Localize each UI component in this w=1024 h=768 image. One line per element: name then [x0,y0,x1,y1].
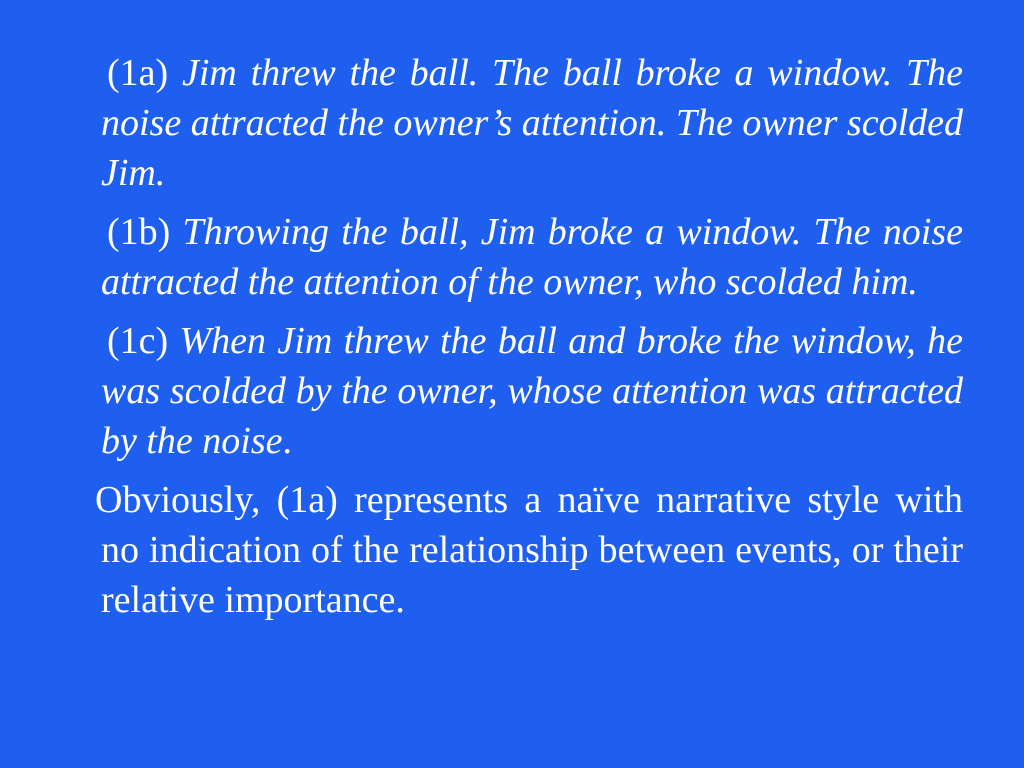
slide-body [95,48,963,634]
conclusion-paragraph: Obviously, (1a) represents a naïve narrative style with no indication of the relationship between events, or their relative importance. [95,479,963,621]
example-1b [101,207,963,307]
example-tail: . [282,420,293,462]
example-text: Jim threw the ball. The ball broke a window. The noise attracted the owner’s attention. The owner scolded Jim. [101,52,963,194]
example-text: Throwing the ball, Jim broke a window. The noise attracted the attention of the owner, who scolded him. [101,211,963,303]
example-1c [101,316,963,466]
example-label: (1b) [107,211,171,253]
example-1a [101,48,963,198]
example-label: (1c) [107,320,169,362]
example-label: (1a) [107,52,169,94]
example-text: When Jim threw the ball and broke the window, he was scolded by the owner, whose attention was attracted by the noise [101,320,963,462]
